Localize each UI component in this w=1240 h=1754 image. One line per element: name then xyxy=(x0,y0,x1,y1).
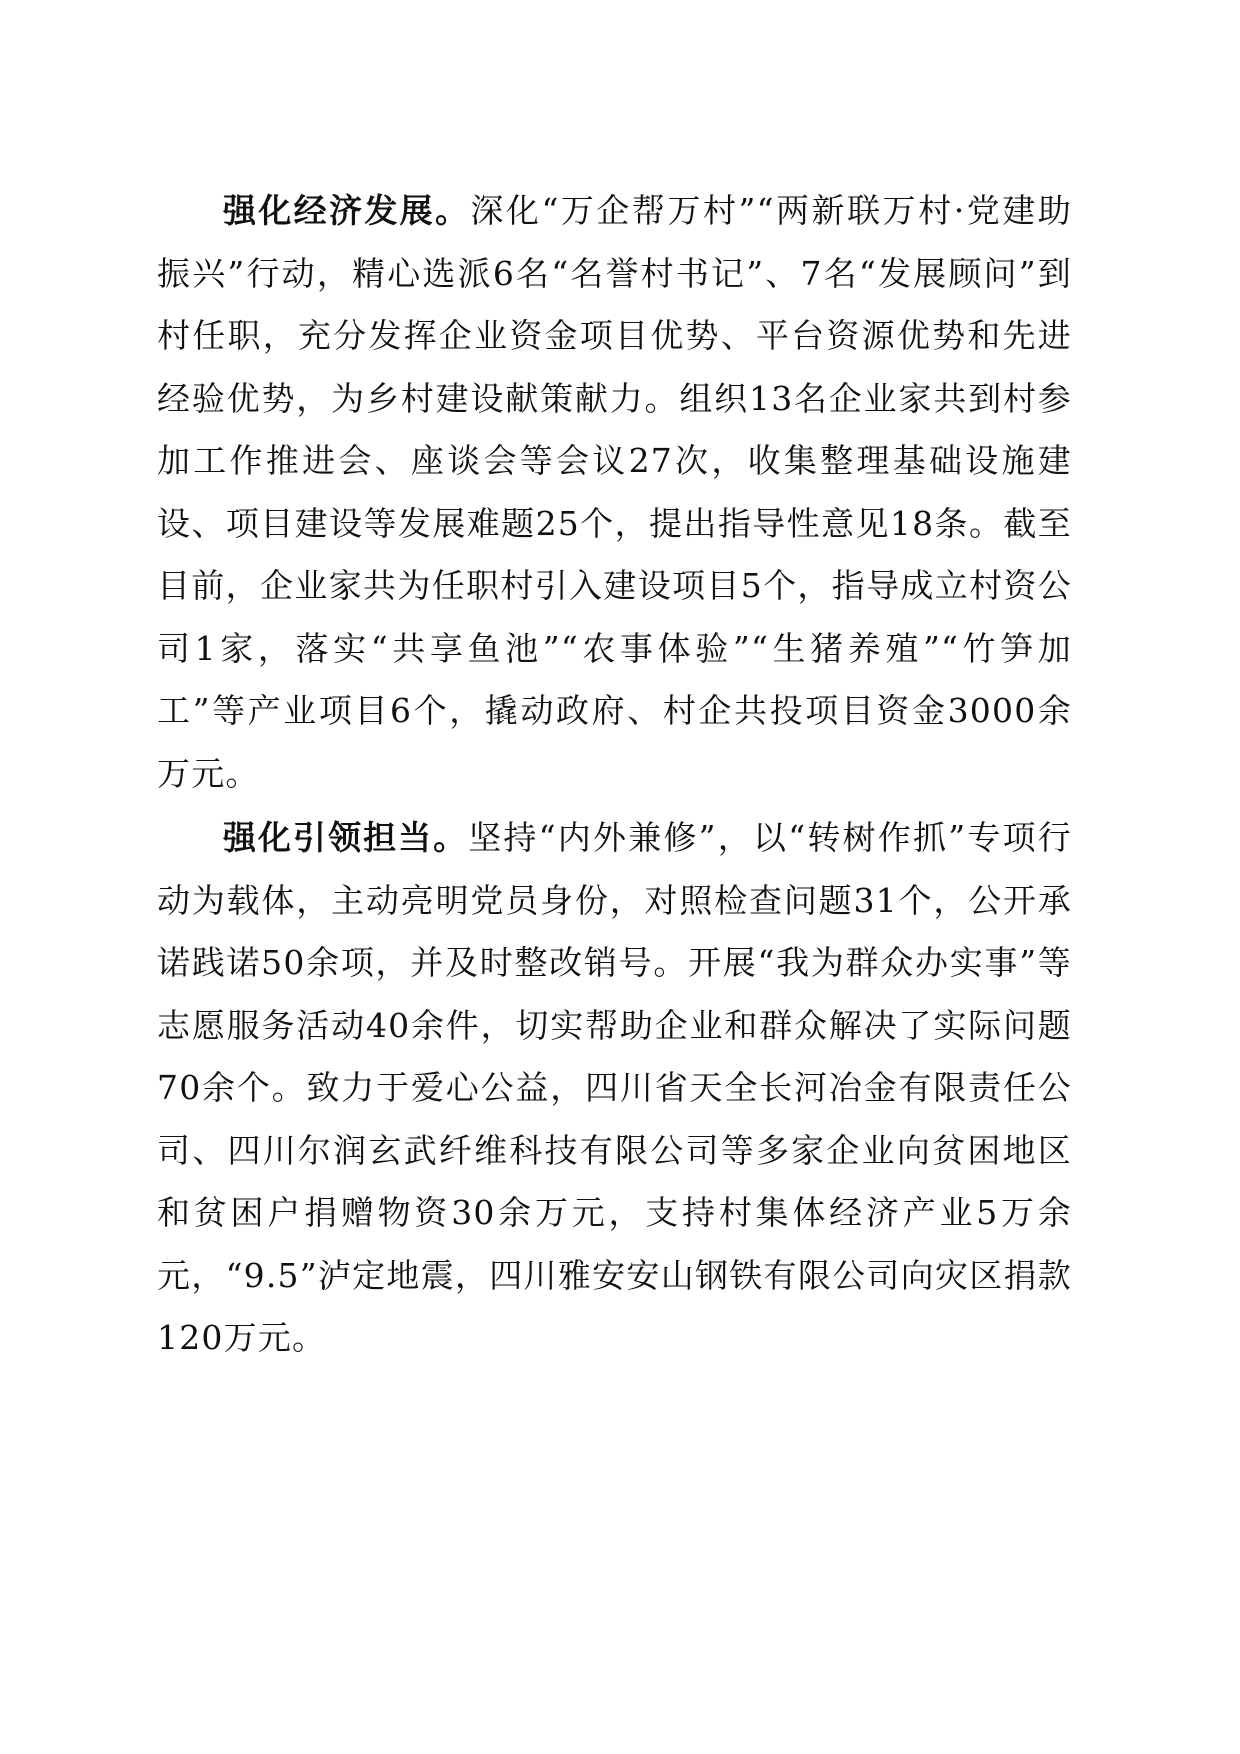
paragraph-heading: 强化引领担当。 xyxy=(223,818,469,857)
paragraph-text: 坚持“内外兼修”，以“转树作抓”专项行动为载体，主动亮明党员身份，对照检查问题31个，公开承诺践诺50余项，并及时整改销号。开展“我为群众办实事”等志愿服务活动40余件，切实帮助企业和群众解决了实际问题70余个。致力于爱心公益，四川省天全长河冶金有限责任公司、四川尔润玄武纤维科技有限公司等多家企业向贫困地区和贫困户捐赠物资30余万元，支持村集体经济产业5万余元，“9.5”泸定地震，四川雅安安山钢铁有限公司向灾区捐款120万元。 xyxy=(157,818,1072,1357)
paragraph-text: 深化“万企帮万村”“两新联万村·党建助振兴”行动，精心选派6名“名誉村书记”、7名“发展顾问”到村任职，充分发挥企业资金项目优势、平台资源优势和先进经验优势，为乡村建设献策献力。组织13名企业家共到村参加工作推进会、座谈会等会议27次，收集整理基础设施建设、项目建设等发展难题25个，提出指导性意见18条。截至目前，企业家共为任职村引入建设项目5个，指导成立村资公司1家，落实“共享鱼池”“农事体验”“生猪养殖”“竹笋加工”等产业项目6个，撬动政府、村企共投项目资金3000余万元。 xyxy=(157,191,1073,793)
document-body xyxy=(157,180,1072,1372)
paragraph-leadership-responsibility xyxy=(157,807,1072,1370)
paragraph-heading: 强化经济发展。 xyxy=(223,191,471,230)
paragraph-economic-development xyxy=(157,180,1072,805)
